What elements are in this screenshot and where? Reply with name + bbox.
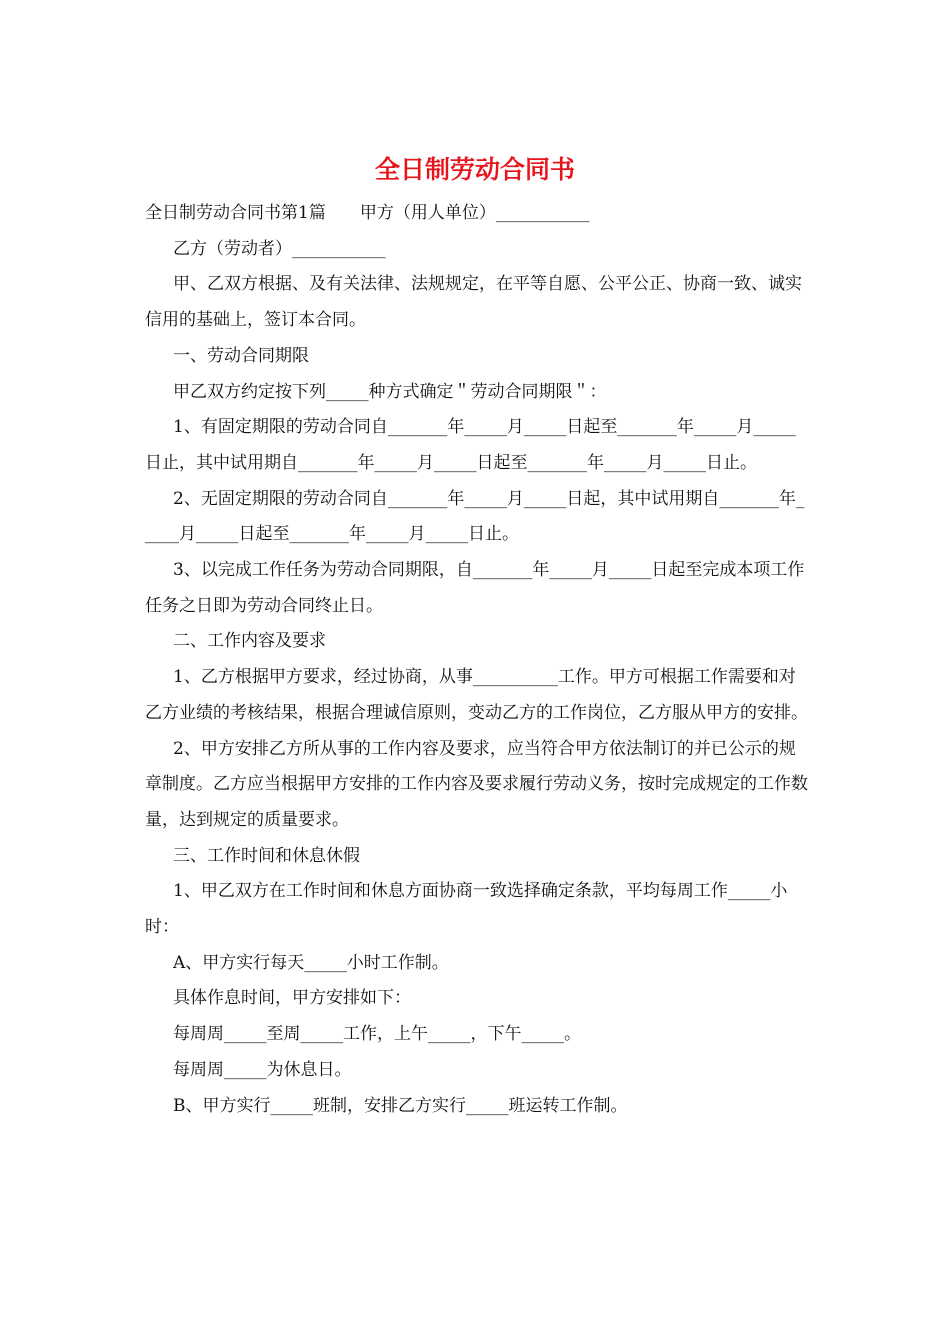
paragraph-rest-day: 每周周_____为休息日。 — [173, 1059, 352, 1080]
paragraph-party-b: 乙方（劳动者）___________ — [173, 238, 386, 259]
paragraph-preamble: 甲、乙双方根据、及有关法律、法规规定，在平等自愿、公平公正、协商一致、诚实信用的基础上，签订本合同。 — [145, 274, 802, 331]
paragraph-option-a: A、甲方实行每天_____小时工作制。 — [173, 952, 449, 973]
paragraph-header-party-a: 全日制劳动合同书第1篇 甲方（用人单位）___________ — [145, 203, 590, 223]
document-title: 全日制劳动合同书 — [374, 155, 575, 184]
paragraph-work-requirements: 2、甲方安排乙方所从事的工作内容及要求，应当符合甲方依法制订的并已公示的规章制度。乙方应当根据甲方安排的工作内容及要求履行劳动义务，按时完成规定的工作数量，达到规定的质量要求。 — [145, 738, 808, 830]
paragraph-work-assignment: 1、乙方根据甲方要求，经过协商，从事__________工作。甲方可根据工作需要和对乙方业绩的考核结果，根据合理诚信原则，变动乙方的工作岗位，乙方服从甲方的安排。 — [145, 667, 808, 723]
paragraph-term-method: 甲乙双方约定按下列_____种方式确定＂劳动合同期限＂： — [173, 381, 607, 402]
paragraph-task-term: 3、以完成工作任务为劳动合同期限，自_______年_____月_____日起至完成本项工作任务之日即为劳动合同终止日。 — [145, 560, 805, 616]
paragraph-weekly-hours: 1、甲乙双方在工作时间和休息方面协商一致选择确定条款，平均每周工作_____小时： — [145, 881, 788, 938]
section-heading-contract-term: 一、劳动合同期限 — [173, 345, 309, 366]
paragraph-weekly-schedule: 每周周_____至周_____工作，上午_____，下午_____。 — [173, 1024, 581, 1045]
section-heading-work-content: 二、工作内容及要求 — [173, 631, 326, 652]
paragraph-schedule-intro: 具体作息时间，甲方安排如下： — [173, 988, 411, 1009]
paragraph-option-b: B、甲方实行_____班制，安排乙方实行_____班运转工作制。 — [173, 1095, 628, 1116]
document-body — [145, 196, 810, 1124]
paragraph-fixed-term: 1、有固定期限的劳动合同自_______年_____月_____日起至_______年_____月_____日止，其中试用期自_______年_____月_____日起至_______年_____月_____日止。 — [145, 417, 796, 473]
paragraph-open-term: 2、无固定期限的劳动合同自_______年_____月_____日起，其中试用期自_______年_____月_____日起至_______年_____月_____日止。 — [145, 488, 805, 545]
section-heading-working-hours: 三、工作时间和休息休假 — [173, 845, 360, 866]
